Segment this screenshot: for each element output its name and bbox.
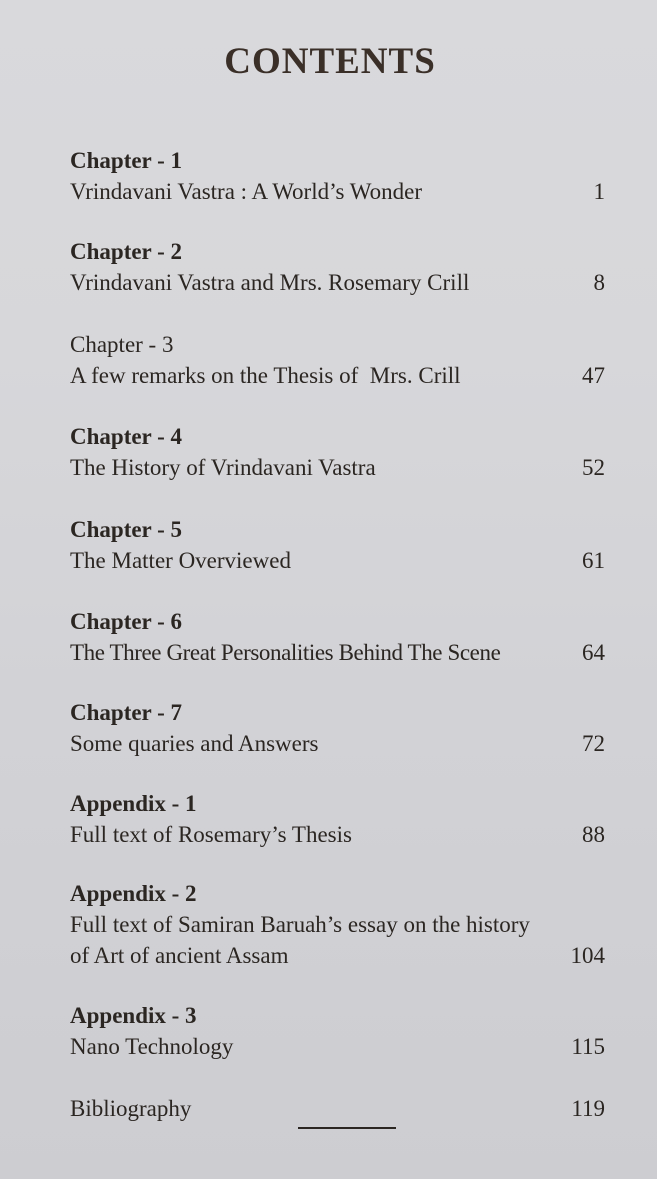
entry-title: A few remarks on the Thesis of Mrs. Crill bbox=[70, 363, 461, 388]
entry-heading: Appendix - 1 bbox=[70, 791, 197, 816]
toc-entry-chapter-5 bbox=[70, 514, 605, 576]
entry-title: Full text of Rosemary’s Thesis bbox=[70, 822, 352, 847]
entry-heading: Chapter - 7 bbox=[70, 700, 183, 725]
page-number: 52 bbox=[582, 455, 605, 480]
entry-title: Vrindavani Vastra : A World’s Wonder bbox=[70, 179, 423, 204]
entry-heading: Chapter - 5 bbox=[70, 517, 183, 542]
toc-entry-appendix-2 bbox=[70, 878, 605, 971]
entry-title: The Matter Overviewed bbox=[70, 548, 291, 573]
page-number: 88 bbox=[582, 822, 605, 847]
page-number: 8 bbox=[593, 270, 605, 295]
entry-row bbox=[70, 360, 605, 391]
entry-heading: Chapter - 1 bbox=[70, 148, 183, 173]
entry-row bbox=[70, 819, 605, 850]
toc-entry-chapter-4 bbox=[70, 421, 605, 483]
toc-entry-chapter-6 bbox=[70, 606, 605, 668]
page-number: 64 bbox=[582, 640, 605, 665]
page-number: 104 bbox=[570, 943, 605, 968]
entry-row bbox=[70, 940, 605, 971]
entry-heading: Appendix - 2 bbox=[70, 881, 197, 906]
entry-row bbox=[70, 909, 605, 940]
entry-row bbox=[70, 1031, 605, 1062]
page-number: 1 bbox=[593, 179, 605, 204]
entry-title: Some quaries and Answers bbox=[70, 731, 319, 756]
toc-entry-bibliography bbox=[70, 1093, 605, 1124]
entry-row bbox=[70, 728, 605, 759]
page-number: 61 bbox=[582, 548, 605, 573]
toc-entry-chapter-2 bbox=[70, 236, 605, 298]
entry-title: Nano Technology bbox=[70, 1034, 234, 1059]
entry-title: The Three Great Personalities Behind The Scene bbox=[70, 640, 501, 665]
toc-entry-chapter-3 bbox=[70, 329, 605, 391]
divider-rule bbox=[298, 1127, 396, 1129]
entry-title-line-1: Full text of Samiran Baruah’s essay on the history bbox=[70, 912, 530, 937]
toc-entry-chapter-7 bbox=[70, 697, 605, 759]
entry-row bbox=[70, 637, 605, 668]
entry-title-line-2: of Art of ancient Assam bbox=[70, 943, 289, 968]
entry-row bbox=[70, 1093, 605, 1124]
entry-row bbox=[70, 267, 605, 298]
entry-row bbox=[70, 176, 605, 207]
entry-title: The History of Vrindavani Vastra bbox=[70, 455, 376, 480]
entry-row bbox=[70, 545, 605, 576]
entry-heading: Chapter - 4 bbox=[70, 424, 183, 449]
entry-heading: Appendix - 3 bbox=[70, 1003, 197, 1028]
entry-title: Vrindavani Vastra and Mrs. Rosemary Crill bbox=[70, 270, 470, 295]
entry-row bbox=[70, 452, 605, 483]
toc-entry-chapter-1 bbox=[70, 145, 605, 207]
toc-entry-appendix-1 bbox=[70, 788, 605, 850]
page-title: CONTENTS bbox=[224, 41, 436, 82]
toc-entry-appendix-3 bbox=[70, 1000, 605, 1062]
page-number: 115 bbox=[571, 1034, 605, 1059]
entry-heading: Chapter - 2 bbox=[70, 239, 183, 264]
entry-heading: Chapter - 3 bbox=[70, 332, 174, 357]
page-number: 119 bbox=[571, 1096, 605, 1121]
page-number: 47 bbox=[582, 363, 605, 388]
entry-heading: Chapter - 6 bbox=[70, 609, 183, 634]
page-number: 72 bbox=[582, 731, 605, 756]
entry-title: Bibliography bbox=[70, 1096, 192, 1121]
